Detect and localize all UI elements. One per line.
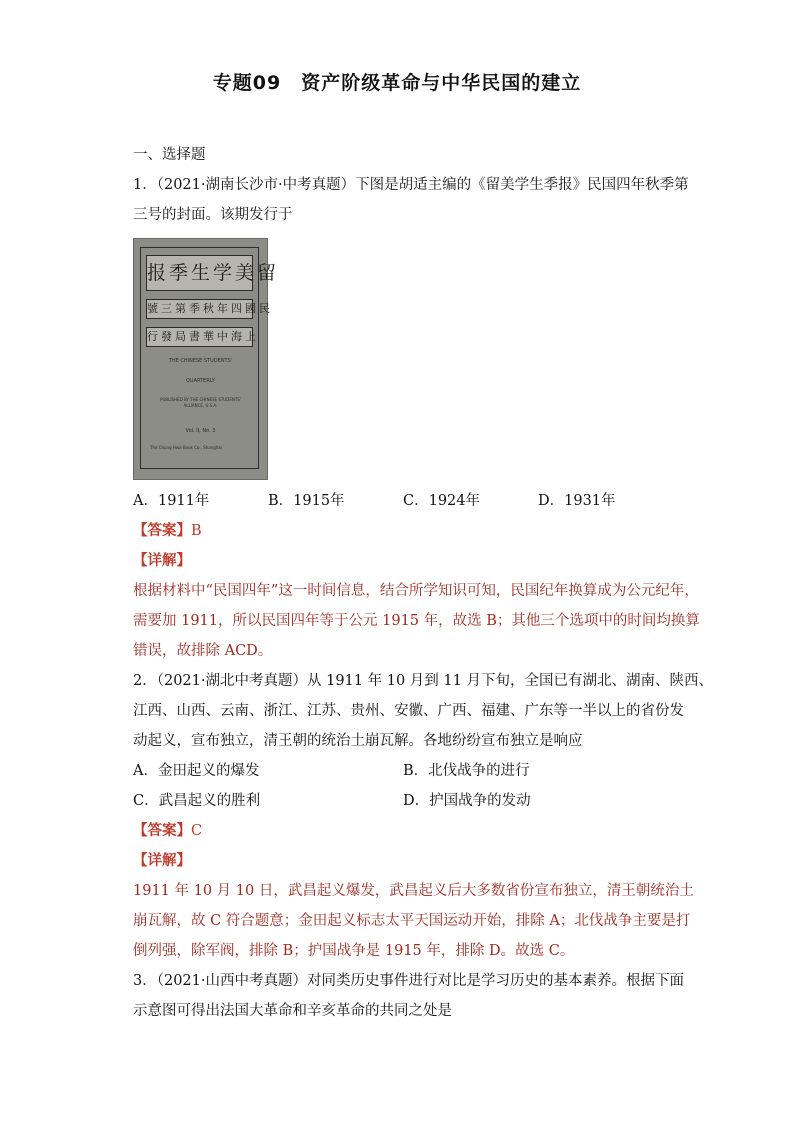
q1-option-a: A．1911年 <box>133 493 210 509</box>
cover-english-line: THE CHINESE STUDENTS' <box>168 358 233 364</box>
document-body <box>133 140 713 1026</box>
q1-detail-label: 【详解】 <box>133 552 191 569</box>
q2-stem-line-1: 2．（2021·湖北中考真题）从 1911 年 10 月到 11 月下旬，全国已有湖北、湖南、陕西、 <box>133 673 713 689</box>
q2-options-row-2 <box>133 786 673 816</box>
q1-explanation-line: 根据材料中“民国四年”这一时间信息，结合所学知识可知，民国纪年换算成为公元纪年， <box>133 583 699 599</box>
answer-label: 【答案】 <box>133 822 191 839</box>
answer-value: B <box>191 523 202 539</box>
q2-options-row-1 <box>133 756 673 786</box>
q2-option-c: C．武昌起义的胜利 <box>133 793 261 809</box>
q1-answer <box>133 516 673 546</box>
q2-explanation-line: 崩瓦解，故 C 符合题意；金田起义标志太平天国运动开始，排除 A；北伐战争主要是打 <box>133 913 691 929</box>
q2-answer <box>133 816 673 846</box>
cover-english-line: QUARTERLY <box>186 378 215 384</box>
q3-stem-line-2: 示意图可得出法国大革命和辛亥革命的共同之处是 <box>133 1003 452 1019</box>
q1-options <box>133 486 673 516</box>
answer-label: 【答案】 <box>133 522 191 539</box>
q1-stem-line-1: 1．（2021·湖南长沙市·中考真题）下图是胡适主编的《留美学生季报》民国四年秋季第 <box>133 177 689 193</box>
page-title: 专题09 资产阶级革命与中华民国的建立 <box>212 72 582 94</box>
q2-explanation-line: 1911 年 10 月 10 日，武昌起义爆发，武昌起义后大多数省份宣布独立，清王朝统治土 <box>133 883 694 899</box>
section-heading: 一、选择题 <box>133 147 206 163</box>
cover-english-line: The Chung Hwa Book Co., Shanghai <box>150 445 222 450</box>
q1-stem-line-2: 三号的封面。该期发行于 <box>133 207 293 223</box>
answer-value: C <box>191 823 203 839</box>
q2-option-d: D．护国战争的发动 <box>403 793 531 809</box>
q1-explanation-line: 需要加 1911，所以民国四年等于公元 1915 年，故选 B；其他三个选项中的时间均换算 <box>133 613 700 629</box>
q3-stem-line-1: 3．（2021·山西中考真题）对同类历史事件进行对比是学习历史的基本素养。根据下面 <box>133 973 684 989</box>
cover-publisher-band: 行發局書華中海上 <box>146 327 253 347</box>
magazine-cover-image <box>133 238 280 480</box>
q2-stem-line-2: 江西、山西、云南、浙江、江苏、贵州、安徽、广西、福建、广东等一半以上的省份发 <box>133 703 684 719</box>
q2-explanation-line: 倒列强，除军阀，排除 B；护国战争是 1915 年，排除 D。故选 C。 <box>133 943 575 959</box>
cover-title-band: 报季生学美留 <box>146 255 253 291</box>
q1-option-d: D．1931年 <box>538 493 616 509</box>
cover-english-line: PUBLISHED BY THE CHINESE STUDENTS' ALLIANCE, U.S.A. <box>160 397 241 408</box>
q1-explanation-line: 错误，故排除 ACD。 <box>133 643 273 659</box>
q2-option-b: B．北伐战争的进行 <box>403 763 530 779</box>
cover-english-line: Vol. II, No. 3 <box>185 428 216 434</box>
q2-detail-label: 【详解】 <box>133 852 191 869</box>
q1-option-c: C．1924年 <box>403 493 480 509</box>
cover-issue-band: 號三第季秋年四國民 <box>146 299 253 319</box>
q1-option-b: B．1915年 <box>268 493 345 509</box>
q2-option-a: A．金田起义的爆发 <box>133 763 260 779</box>
q2-stem-line-3: 动起义，宣布独立，清王朝的统治土崩瓦解。各地纷纷宣布独立是响应 <box>133 733 583 749</box>
